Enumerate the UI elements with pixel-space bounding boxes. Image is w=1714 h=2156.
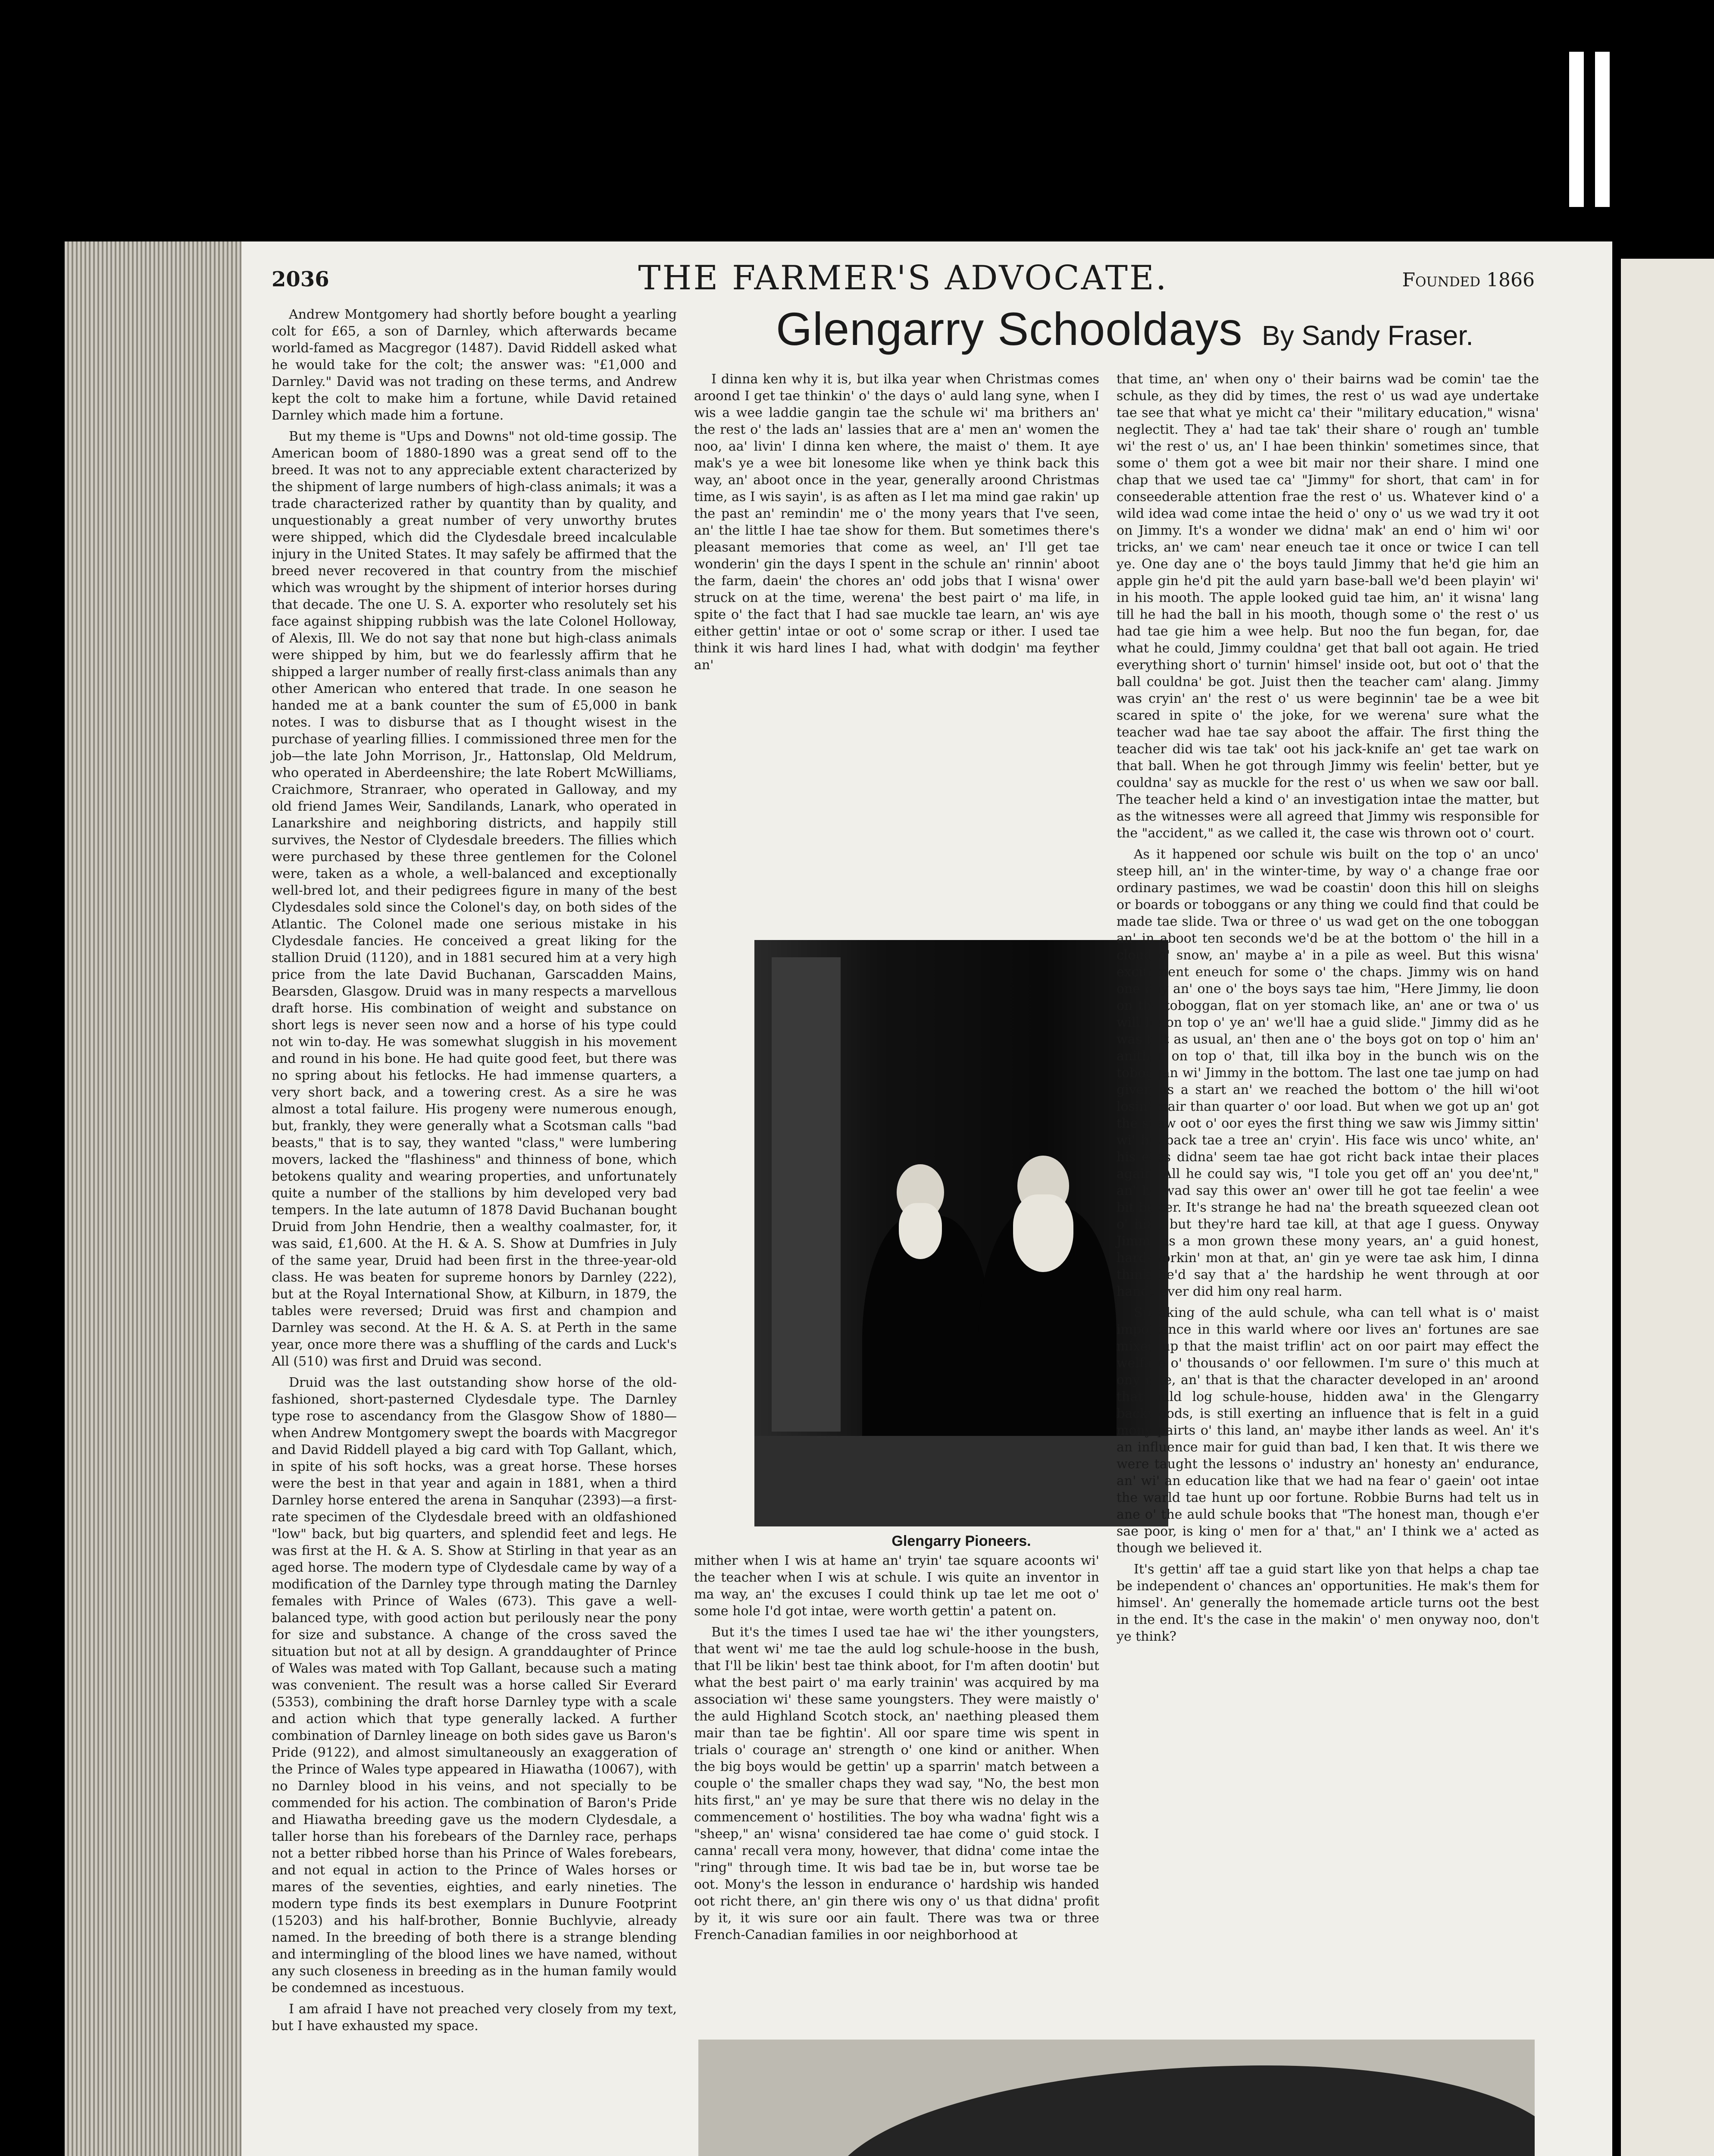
book-page-edges xyxy=(65,241,246,2156)
article-title: Glengarry Schooldays xyxy=(776,303,1243,355)
paragraph: that time, an' when ony o' their bairns wad be comin' tae the schule, as they did by times, the rest o' us wad aye undertake tae see that what ye micht ca' their "military education," wisna' neglectit. They a' had tae tak' their share o' rough an' tumble wi' the rest o' us, an' I hae been thinkin' sometimes since, that some o' them got a wee bit mair nor their share. I mind one chap that we used tae ca' "Jimmy" for short, that cam' in for conseederable attention frae the rest o' us. Whatever kind o' a wild idea wad come intae the heid o' ony o' us we wad try it oot on Jimmy. It's a wonder we didna' mak' an end o' him wi' oor tricks, an' we cam' near eneuch tae it once or twice I can tell ye. One day ane o' the boys tauld Jimmy that he'd gie him an apple gin he'd pit the auld yarn base-ball we'd been playin' wi' in his mooth. The apple looked guid tae him, an' it wisna' lang till he had the ball in his mooth, though some o' the rest o' us had tae gie him a wee help. But noo the fun began, for, dae what he could, Jimmy couldna' get that ball oot again. He tried everything short o' turnin' himsel' inside oot, but oot o' that the ball couldna' be got. Juist then the teacher cam' alang. Jimmy was cryin' an' the rest o' us were beginnin' tae be a wee bit scared in spite o' the joke, for we werena' sure what the teacher wad hae tae say aboot the affair. The first thing the teacher did wis tae tak' oot his jack-knife an' get tae wark on that ball. When he got through Jimmy wis feelin' better, but ye couldna' say as muckle for the rest o' us when we saw oor ball. The teacher held a kind o' an investigation intae the matter, but as the witnesses were all agreed that Jimmy wis responsible for the "accident," as we called it, the case wis thrown oot o' court. xyxy=(1117,372,1539,841)
magazine-page xyxy=(241,241,1612,2156)
paragraph: I dinna ken why it is, but ilka year when Christmas comes aroond I get tae thinkin' o' the days o' auld lang syne, when I wis a wee laddie gangin tae the schule wi' ma brithers an' the rest o' the lads an' lassies that are a' men an' women the noo, aa' livin' I dinna ken where, the maist o' them. It aye mak's ye a wee bit lonesome like when ye think back this way, an' aboot once in the year, generally aroond Christmas time, as I wis sayin', is as aften as I let ma mind gae rakin' up the past an' remindin' me o' the mony years that I've seen, an' the little I hae tae show for them. But sometimes there's pleasant memories that come as weel, an' I'll get tae wonderin' gin the days I spent in the schule an' rinnin' aboot the farm, daein' the chores an' odd jobs that I wisna' ower struck on at the time, werena' the best pairt o' ma life, in spite o' the fact that I had sae muckle tae learn, an' wis aye either gettin' intae or oot o' some scrap or ither. I used tae think it wis hard lines I had, what with dodgin' ma feyther an' xyxy=(694,372,1099,673)
founded-date: Founded 1866 xyxy=(1402,269,1535,291)
pioneers-photo xyxy=(754,940,1168,1526)
page-number: 2036 xyxy=(272,267,329,291)
paragraph: But my theme is "Ups and Downs" not old-time gossip. The American boom of 1880-1890 was a great send off to the breed. It was not to any appreciable extent characterized by the shipment of large numbers of high-class animals; it was a trade characterized rather by quantity than by quality, and unquestionably a great number of very unworthy brutes were shipped, which did the Clydesdale breed incalculable injury in the United States. It may safely be affirmed that the breed never recovered in that country from the mischief which was wrought by the shipment of interior horses during that decade. The one U. S. A. exporter who resolutely set his face against shipping rubbish was the late Colonel Holloway, of Alexis, Ill. We do not say that none but high-class animals were shipped by him, but we do fearlessly affirm that he shipped a larger number of really first-class animals than any other American who entered that trade. In one season he handed me at a bank counter the sum of £5,000 in bank notes. I was to disburse that as I thought wisest in the purchase of yearling fillies. I commissioned three men for the job—the late John Morrison, Jr., Hattonslap, Old Meldrum, who operated in Aberdeenshire; the late Robert McWilliams, Craichmore, Stranraer, who operated in Galloway, and my old friend James Weir, Sandilands, Lanark, who operated in Lanarkshire and neighboring districts, and happily still survives, the Nestor of Clydesdale breeders. The fillies which were purchased by these three gentlemen for the Colonel were, taken as a whole, a well-balanced and exceptionally well-bred lot, and their pedigrees figure in many of the best Clydesdales sold since the Colonel's day, on both sides of the Atlantic. The Colonel made one serious mistake in his Clydesdale fancies. He conceived a great liking for the stallion Druid (1120), and in 1881 secured him at a very high price from the late David Buchanan, Garscadden Mains, Bearsden, Glasgow. Druid was in many respects a marvellous draft horse. His combination of weight and substance on short legs is never seen now and a horse of his type could not win to-day. He was somewhat sluggish in his movement and round in his bone. He had quite good feet, but there was no spring about his fetlocks. He had immense quarters, a very short back, and a towering crest. As a sire he was almost a total failure. His progeny were numerous enough, but, frankly, they were generally what a Scotsman calls "bad beasts," that is to say, they wanted "class," were lumbering movers, lacked the "flashiness" and thinness of bone, which betokens quality and wearing properties, and unfortunately quite a number of the stallions by him developed very bad tempers. In the late autumn of 1878 David Buchanan bought Druid from John Hendrie, then a wealthy coalmaster, for, it was said, £1,600. At the H. & A. S. Show at Dumfries in July of the same year, Druid had been first in the three-year-old class. He was beaten for supreme honors by Darnley (222), but at the Royal International Show, at Kilburn, in 1879, the tables were reversed; Druid was first and champion and Darnley was second. At the H. & A. S. at Perth in the same year, once more there was a shuffling of the cards and Luck's All (510) was first and Druid was second. xyxy=(272,429,677,1369)
farm-house-photo xyxy=(698,2040,1535,2156)
article-byline: By Sandy Fraser. xyxy=(1262,320,1473,351)
paragraph: I am afraid I have not preached very closely from my text, but I have exhausted my space. xyxy=(272,2002,677,2034)
paragraph: Speaking of the auld schule, wha can tell what is o' maist importance in this warld where oor lives an' fortunes are sae mixed up that the maist triflin' act on oor pairt may effect the welfare o' thousands o' oor fellowmen. I'm sure o' this much at ony rate, an' that is that the character developed in an' aroond that auld log schule-house, hidden awa' in the Glengarry backwoods, is still exerting an influence that is felt in a guid mony pairts o' this land, an' maybe ither lands as weel. An' it's an influence mair for guid than bad, I ken that. It wis there we were taught the lessons o' industry an' honesty an' endurance, an' wi' an education like that we had na fear o' gaein' oot intae the warld tae hunt up oor fortune. Robbie Burns had telt us in ane o' the auld schule books that "The honest man, though e'er sae poor, is king o' men for a' that," an' I think we a' acted as though we believed it. xyxy=(1117,1305,1539,1556)
paragraph: Druid was the last outstanding show horse of the old-fashioned, short-pasterned Clydesdale type. The Darnley type rose to ascendancy from the Glasgow Show of 1880—when Andrew Montgomery swept the boards with Macgregor and David Riddell played a big card with Top Gallant, which, in spite of his soft hocks, was a great horse. These horses were the best in that year and again in 1881, when a third Darnley horse entered the arena in Sanquhar (2393)—a first-rate specimen of the Clydesdale breed with an oldfashioned "low" back, but big quarters, and splendid feet and legs. He was first at the H. & A. S. Show at Stirling in that year as an aged horse. The modern type of Clydesdale came by way of a modification of the Darnley type through mating the Darnley females with Prince of Wales (673). This gave a well-balanced type, with good action but perilously near the pony for size and substance. A change of the cross saved the situation but not at all by design. A granddaughter of Prince of Wales was mated with Top Gallant, because such a mating was convenient. The result was a horse called Sir Everard (5353), combining the draft horse Darnley type with a scale and action which that type generally lacked. A further combination of Darnley lineage on both sides gave us Baron's Pride (9122), and almost simultaneously an exaggeration of the Prince of Wales type appeared in Hiawatha (10067), with no Darnley blood in his veins, and not specially to be commended for his action. The combination of Baron's Pride and Hiawatha breeding gave us the modern Clydesdale, a taller horse than his forebears of the Darnley race, perhaps not a better ribbed horse than his Prince of Wales forebears, and not equal in action to the Prince of Wales horses or mares of the seventies, eighties, and early nineties. The modern type finds its best exemplars in Dunure Footprint (15203) and his half-brother, Bonnie Buchlyvie, already named. In the breeding of both there is a strange blending and intermingling of the blood lines we have named, without any such closeness in breeding as in the human family would be condemned as incestuous. xyxy=(272,1375,677,1996)
article-column-right xyxy=(1117,371,1539,1645)
article-column-middle-bottom xyxy=(694,1552,1099,1943)
page-header xyxy=(272,259,1535,298)
facing-page-fragment xyxy=(1621,259,1714,2156)
film-marker-bar xyxy=(1595,52,1610,207)
article-heading xyxy=(776,302,1543,367)
pioneers-caption: Glengarry Pioneers. xyxy=(891,1533,1031,1549)
paragraph: It's gettin' aff tae a guid start like yon that helps a chap tae be independent o' chances an' opportunities. He mak's them for himsel'. An' generally the homemade article turns oot the best in the end. It's the case in the makin' o' men onyway noo, don't ye think? xyxy=(1117,1562,1539,1644)
film-marker-bar xyxy=(1569,52,1584,207)
paragraph: As it happened oor schule wis built on the top o' an unco' steep hill, an' in the winter-time, by way o' a change frae oor ordinary pastimes, we wad be coastin' doon this hill on sleighs or boards or toboggans or any thing we could find that could be made tae slide. Twa or three o' us wad get on the one toboggan an' in aboot ten seconds we'd be at the bottom o' the hill in a cloud o' snow, an' maybe a' in a pile as weel. But this wisna' excitement eneuch for some o' the chaps. Jimmy wis on hand one day an' one o' the boys says tae him, "Here Jimmy, lie doon on the toboggan, flat on yer stomach like, an' ane or twa o' us will lie on top o' ye an' we'll hae a guid slide." Jimmy did as he was telt as usual, an' then ane o' the boys got on top o' him an' anither on top o' that, till ilka boy in the bunch wis on the toboggan wi' Jimmy in the bottom. The last one tae jump on had given us a start an' we reached the bottom o' the hill wi'oot losin' mair than quarter o' oor load. But when we got up an' got the snaw oot o' oor eyes the first thing we saw wis Jimmy sittin' wi' his back tae a tree an' cryin'. His face wis unco' white, an' his eyes didna' seem tae hae got richt back intae their places again. All he could say wis, "I tole you get off an' you dee'nt," an' he wad say this ower an' ower till he got tae feelin' a wee bit better. It's strange he had na' the breath squeezed clean oot o' him, but they're hard tae kill, at that age I guess. Onyway Jimmy is a mon grown these mony years, an' a guid honest, hard-workin' mon at that, an' gin ye were tae ask him, I dinna think he'd say that a' the hardship he went through at oor hands ever did him ony real harm. xyxy=(1117,847,1539,1299)
paragraph: Andrew Montgomery had shortly before bought a yearling colt for £65, a son of Darnley, which afterwards became world-famed as Macgregor (1487). David Riddell asked what he would take for the colt; the answer was: "£1,000 and Darnley." David was not trading on these terms, and Andrew kept the colt to make him a fortune, while David retained Darnley which made him a fortune. xyxy=(272,307,677,423)
paragraph: mither when I wis at hame an' tryin' tae square acoonts wi' the teacher when I wis at schule. I wis quite an inventor in ma way, an' the excuses I could think up tae let me oot o' some hole I'd got intae, were worth gettin' a patent on. xyxy=(694,1553,1099,1619)
pioneer-beard xyxy=(899,1203,942,1259)
article-column-middle-top xyxy=(694,371,1099,674)
left-column-article xyxy=(272,306,677,2156)
paragraph: But it's the times I used tae hae wi' the ither youngsters, that went wi' me tae the auld log schule-hoose in the bush, that I'll be likin' best tae think aboot, for I'm aften dootin' but what the best pairt o' ma early trainin' was acquired by ma association wi' these same youngsters. They were maistly o' the auld Highland Scotch stock, an' naething pleased them mair than tae be fightin'. All oor spare time wis spent in trials o' courage an' strength o' one kind or anither. When the big boys would be gettin' up a sparrin' match between a couple o' the smaller chaps they wad say, "No, the best mon hits first," an' ye may be sure that there wis no delay in the commencement o' hostilities. The boy wha wadna' fight wis a "sheep," an' wisna' considered tae hae come o' guid stock. I canna' recall vera mony, however, that didna' come intae the "ring" through time. It wis bad tae be in, but worse tae be oot. Mony's the lesson in endurance o' hardship wis handed oot richt there, an' gin there wis ony o' us that didna' profit by it, it wis sure oor ain fault. There was twa or three French-Canadian families in oor neighborhood at xyxy=(694,1625,1099,1943)
magazine-title: THE FARMER'S ADVOCATE. xyxy=(638,259,1168,298)
pioneer-beard xyxy=(1013,1194,1073,1272)
